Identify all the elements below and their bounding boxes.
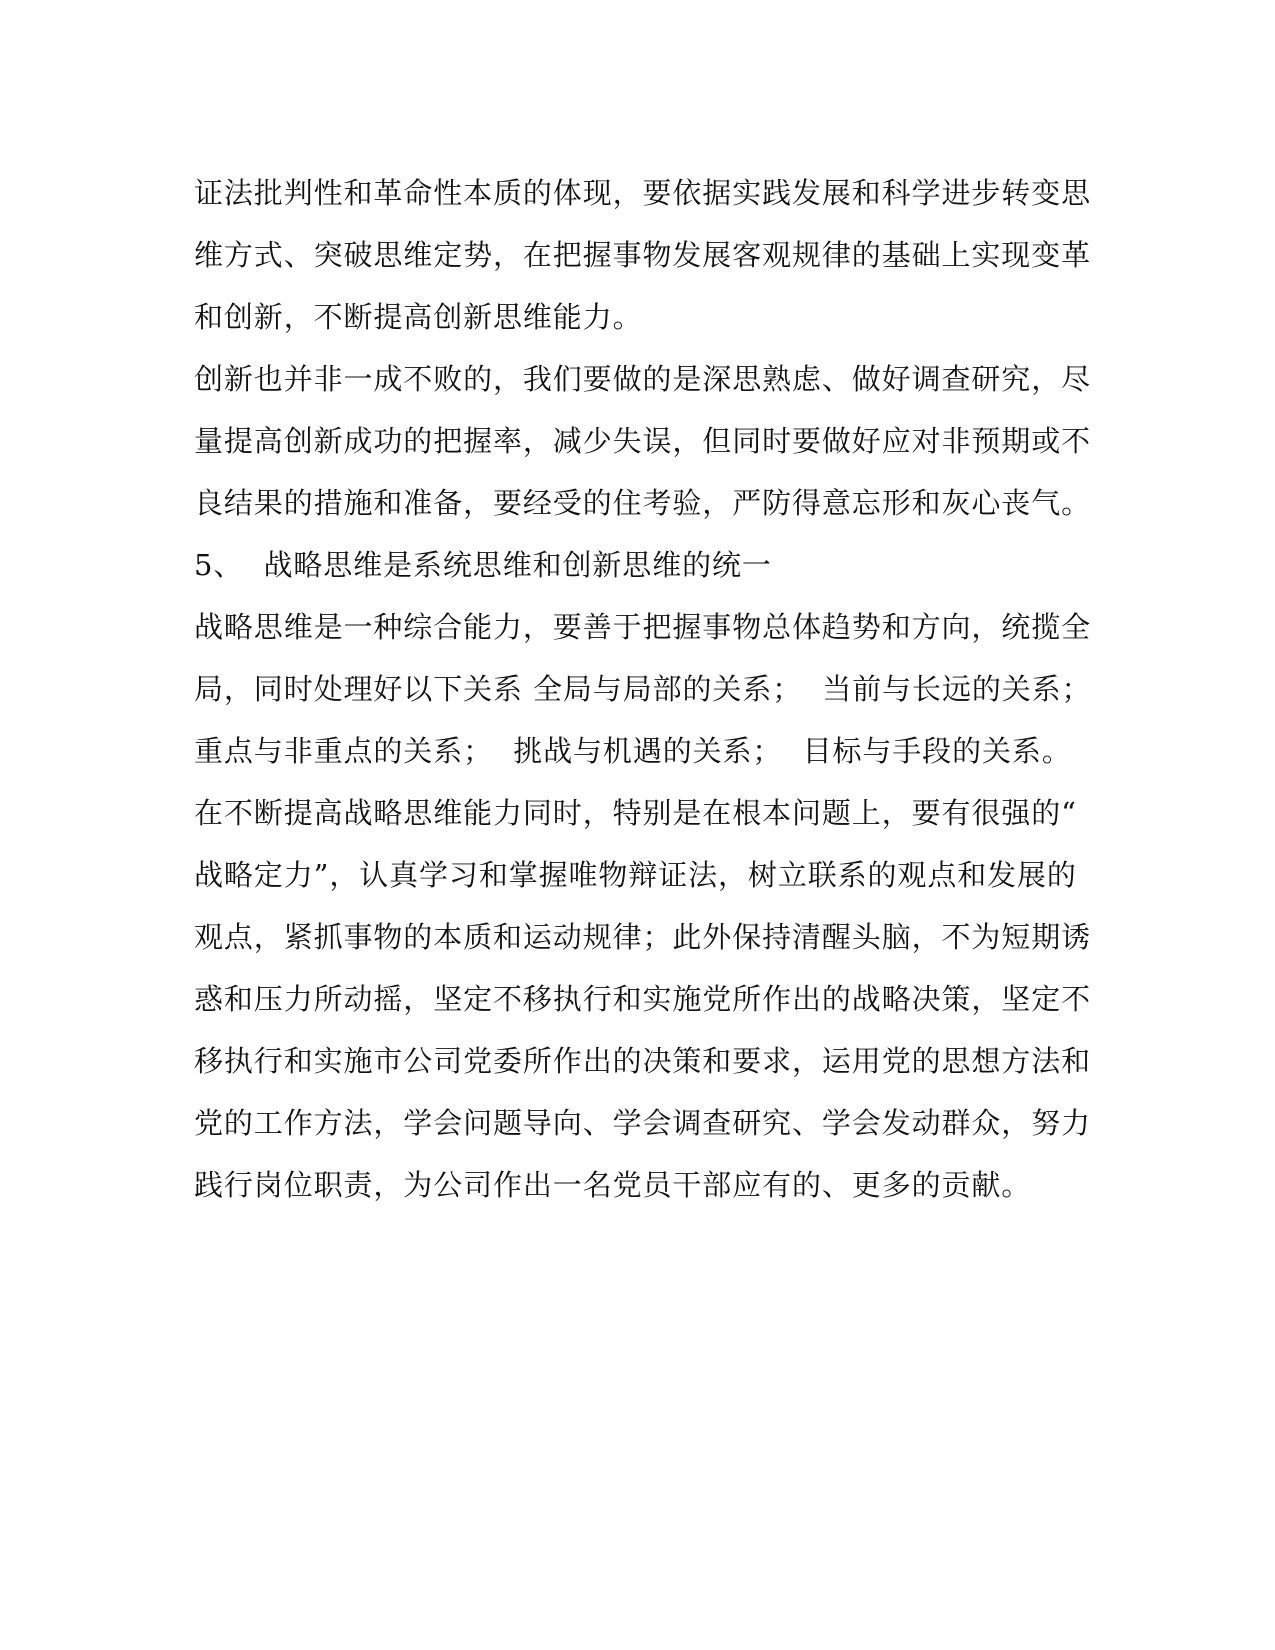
body-line: 良结果的措施和准备，要经受的住考验，严防得意忘形和灰心丧气。 bbox=[194, 486, 1092, 520]
section-heading: 5、 战略思维是系统思维和创新思维的统一 bbox=[194, 548, 772, 582]
body-line: 创新也并非一成不败的，我们要做的是深思熟虑、做好调查研究，尽 bbox=[194, 362, 1092, 396]
body-line: 证法批判性和革命性本质的体现，要依据实践发展和科学进步转变思 bbox=[194, 176, 1092, 210]
body-line: 量提高创新成功的把握率，减少失误，但同时要做好应对非预期或不 bbox=[194, 424, 1092, 458]
body-line: 移执行和实施市公司党委所作出的决策和要求，运用党的思想方法和 bbox=[194, 1044, 1092, 1078]
body-line: 维方式、突破思维定势，在把握事物发展客观规律的基础上实现变革 bbox=[194, 238, 1092, 272]
body-line: 观点，紧抓事物的本质和运动规律；此外保持清醒头脑，不为短期诱 bbox=[194, 920, 1092, 954]
body-line: 惑和压力所动摇，坚定不移执行和实施党所作出的战略决策，坚定不 bbox=[194, 982, 1092, 1016]
body-line: 在不断提高战略思维能力同时，特别是在根本问题上，要有很强的“ bbox=[194, 796, 1077, 830]
body-line: 局，同时处理好以下关系 全局与局部的关系； 当前与长远的关系； bbox=[194, 672, 1092, 706]
body-line: 践行岗位职责，为公司作出一名党员干部应有的、更多的贡献。 bbox=[194, 1168, 1032, 1202]
document-body bbox=[194, 162, 1092, 1216]
body-line: 战略思维是一种综合能力，要善于把握事物总体趋势和方向，统揽全 bbox=[194, 610, 1092, 644]
body-line: 和创新，不断提高创新思维能力。 bbox=[194, 300, 643, 334]
body-line: 党的工作方法，学会问题导向、学会调查研究、学会发动群众，努力 bbox=[194, 1106, 1092, 1140]
body-line: 战略定力”，认真学习和掌握唯物辩证法，树立联系的观点和发展的 bbox=[194, 858, 1077, 892]
body-line: 重点与非重点的关系； 挑战与机遇的关系； 目标与手段的关系。 bbox=[194, 734, 1072, 768]
